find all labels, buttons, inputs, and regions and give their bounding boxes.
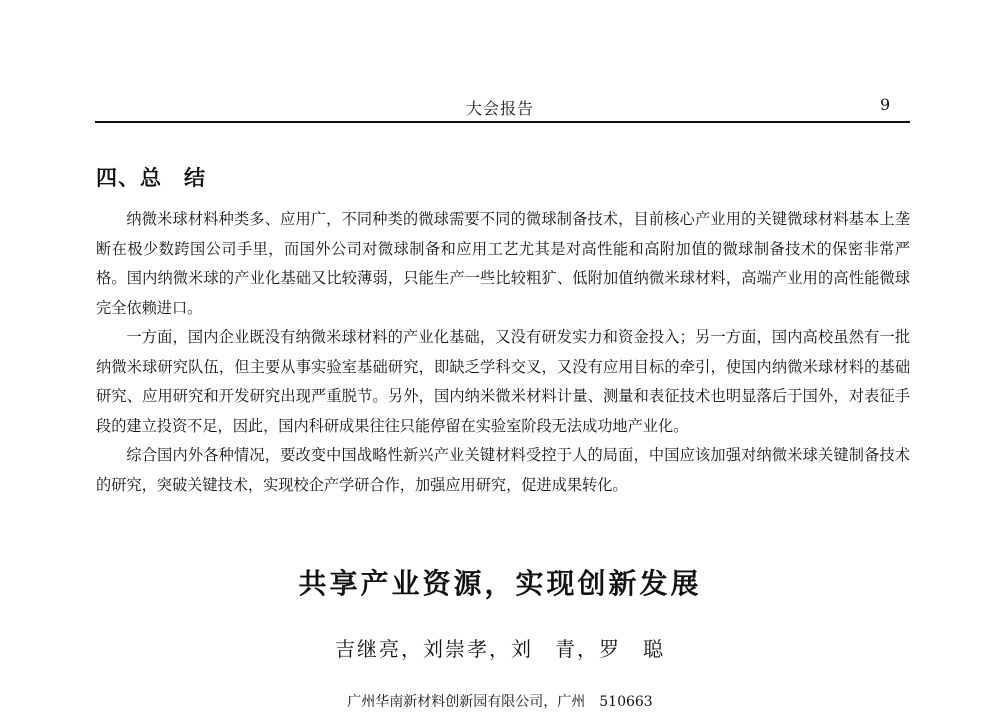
article-title: 共享产业资源，实现创新发展 bbox=[298, 567, 702, 600]
paragraph: 综合国内外各种情况，要改变中国战略性新兴产业关键材料受控于人的局面，中国应该加强对纳微米球关键制备技术的研究，突破关键技术，实现校企产学研合作，加强应用研究，促进成果转化。 bbox=[96, 446, 910, 494]
paragraph: 一方面，国内企业既没有纳微米球材料的产业化基础，又没有研发实力和资金投入；另一方面，国内高校虽然有一批纳微米球研究队伍，但主要从事实验室基础研究，即缺乏学科交叉，又没有应用目标的牵引，使国内纳微米球材料的基础研究、应用研究和开发研究出现严重脱节。另外，国内纳米微米材料计量、测量和表征技术也明显落后于国外，对表征手段的建立投资不足，因此，国内科研成果往往只能停留在实验室阶段无法成功地产业化。 bbox=[96, 328, 910, 435]
running-header-title: 大会报告 bbox=[465, 99, 534, 118]
page-number: 9 bbox=[880, 95, 891, 114]
section-body bbox=[96, 205, 910, 500]
header-divider bbox=[95, 121, 910, 123]
section-heading: 四、总 结 bbox=[96, 166, 206, 190]
article-affiliation: 广州华南新材料创新园有限公司，广州 510663 bbox=[347, 694, 653, 710]
article-authors: 吉继亮，刘崇孝，刘 青，罗 聪 bbox=[335, 637, 665, 661]
paragraph: 纳微米球材料种类多、应用广，不同种类的微球需要不同的微球制备技术，目前核心产业用的关键微球材料基本上垄断在极少数跨国公司手里，而国外公司对微球制备和应用工艺尤其是对高性能和高附加值的微球制备技术的保密非常严格。国内纳微米球的产业化基础又比较薄弱，只能生产一些比较粗犷、低附加值纳微米球材料，高端产业用的高性能微球完全依赖进口。 bbox=[96, 210, 910, 317]
